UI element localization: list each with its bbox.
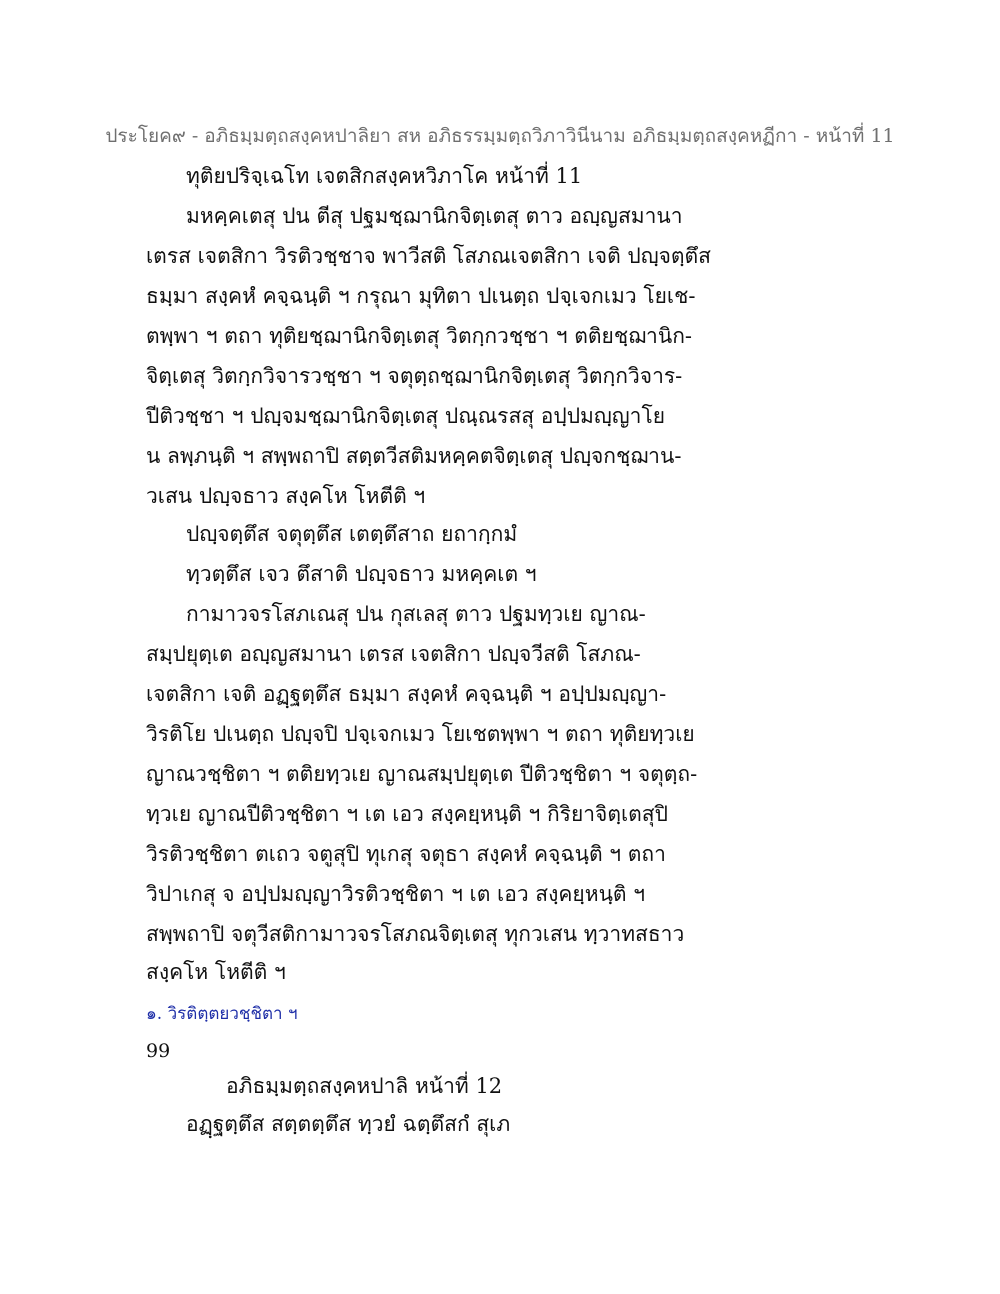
text-line: สพฺพถาปิ จตุวีสติกามาวจรโสภณจิตฺเตสุ ทุกวเสน ทฺวาทสธาว xyxy=(146,922,685,946)
verse-line: ทฺวตฺตึส เจว ตึสาติ ปญฺจธาว มหคฺคเต ฯ xyxy=(186,562,537,586)
text-line: วิรติวชฺชิตา ตเถว จตูสุปิ ทุเกสุ จตุธา สงฺคหํ คจฺฉนฺติ ฯ ตถา xyxy=(146,842,666,866)
text-line: ปีติวชฺชา ฯ ปญฺจมชฺฌานิกจิตฺเตสุ ปณฺณรสสุ อปฺปมญฺญาโย xyxy=(146,404,666,428)
text-line: มหคฺคเตสุ ปน ตีสุ ปฐมชฺฌานิกจิตฺเตสุ ตาว อญฺญสมานา xyxy=(186,204,683,228)
footnote: ๑. วิรติตฺตยวชฺชิตา ฯ xyxy=(146,1004,298,1024)
text-line: น ลพฺภนฺติ ฯ สพฺพถาปิ สตฺตวีสติมหคฺคตจิตฺเตสุ ปญฺจกชฺฌาน- xyxy=(146,444,682,468)
text-line: กามาวจรโสภเณสุ ปน กุสเลสุ ตาว ปฐมทฺวเย ญาณ- xyxy=(186,602,646,626)
text-line: ตพฺพา ฯ ตถา ทุติยชฺฌานิกจิตฺเตสุ วิตกฺกวชฺชา ฯ ตติยชฺฌานิก- xyxy=(146,324,692,348)
text-line: วเสน ปญฺจธาว สงฺคโห โหตีติ ฯ xyxy=(146,484,426,508)
next-page-first-line: อฏฺฐตฺตึส สตฺตตฺตึส ทฺวยํ ฉตฺตึสกํ สุเภ xyxy=(186,1112,511,1136)
page-number: 99 xyxy=(146,1040,171,1062)
text-line: ทฺวเย ญาณปีติวชฺชิตา ฯ เต เอว สงฺคยฺหนฺติ ฯ กิริยาจิตฺเตสุปิ xyxy=(146,802,668,826)
text-line: สงฺคโห โหตีติ ฯ xyxy=(146,960,286,984)
next-page-heading: อภิธมฺมตฺถสงฺคหปาลิ หน้าที่ 12 xyxy=(226,1074,503,1098)
text-line: ธมฺมา สงฺคหํ คจฺฉนฺติ ฯ กรุณา มุทิตา ปเนตฺถ ปจฺเจกเมว โยเช- xyxy=(146,284,696,308)
text-line: สมฺปยุตฺเต อญฺญสมานา เตรส เจตสิกา ปญฺจวีสติ โสภณ- xyxy=(146,642,641,666)
verse-line: ปญฺจตฺตึส จตุตฺตึส เตตฺตึสาถ ยถากฺกมํ xyxy=(186,522,518,546)
text-line: วิรติโย ปเนตฺถ ปญฺจปิ ปจฺเจกเมว โยเชตพฺพา ฯ ตถา ทุติยทฺวเย xyxy=(146,722,695,746)
text-line: วิปาเกสุ จ อปฺปมญฺญาวิรติวชฺชิตา ฯ เต เอว สงฺคยฺหนฺติ ฯ xyxy=(146,882,646,906)
page-header: ประโยค๙ - อภิธมฺมตฺถสงฺคหปาลิยา สห อภิธรรมฺมตฺถวิภาวินีนาม อภิธมฺมตฺถสงฺคหฏีกา - หน้าที่ 11 xyxy=(105,125,895,147)
text-line: จิตฺเตสุ วิตกฺกวิจารวชฺชา ฯ จตุตฺถชฺฌานิกจิตฺเตสุ วิตกฺกวิจาร- xyxy=(146,364,683,388)
text-line: เจตสิกา เจติ อฏฺฐตฺตึส ธมฺมา สงฺคหํ คจฺฉนฺติ ฯ อปฺปมญฺญา- xyxy=(146,682,667,706)
chapter-heading: ทุติยปริจฺเฉโท เจตสิกสงฺคหวิภาโค หน้าที่ 11 xyxy=(186,164,583,188)
text-line: ญาณวชฺชิตา ฯ ตติยทฺวเย ญาณสมฺปยุตฺเต ปีติวชฺชิตา ฯ จตุตฺถ- xyxy=(146,762,698,786)
text-line: เตรส เจตสิกา วิรติวชฺชาจ พาวีสติ โสภณเจตสิกา เจติ ปญฺจตฺตึส xyxy=(146,244,712,268)
